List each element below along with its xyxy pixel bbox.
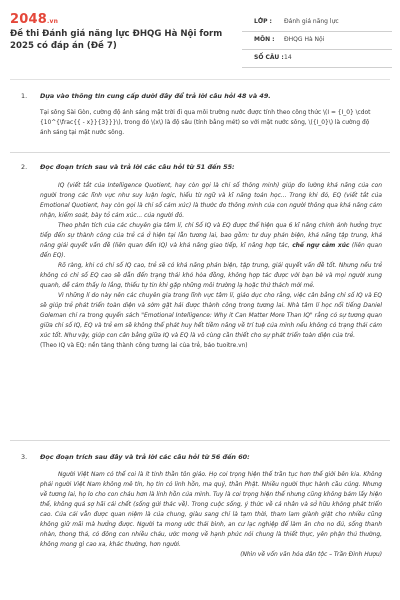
question-number: 1. <box>21 92 28 100</box>
meta-key: LỚP : <box>254 18 272 25</box>
passage-paragraph <box>40 221 382 261</box>
section-divider <box>10 152 390 153</box>
passage-source: (Theo IQ và EQ: nền tảng thành công tương lai của trẻ, báo tuoitre.vn) <box>40 343 248 349</box>
passage-source: (Nhìn về vốn văn hóa dân tộc – Trần Đình Hượu) <box>240 552 382 558</box>
document-title: Đề thi Đánh giá năng lực ĐHQG Hà Nội form 2025 có đáp án (Đề 7) <box>10 29 223 51</box>
question-heading: Đọc đoạn trích sau và trả lời các câu hỏi từ 51 đến 55: <box>40 163 235 171</box>
logo-tld: .vn <box>46 18 59 25</box>
passage <box>40 470 382 560</box>
passage-paragraph: Vì những lí do này nên các chuyên gia trong lĩnh vực tâm lí, giáo dục cho rằng, việc cân bằng chỉ số IQ và EQ sẽ giúp trẻ phát triển toàn diện và sớm gặt hái được thành công trong tương lai. Nhà tâm lí học nổi tiếng Daniel Goleman chỉ ra trong quyển sách "Emotional Intelligence: Why it Can Matter More Than IQ" rằng có sự tương quan giữa chỉ số IQ, EQ và trẻ em sẽ không thể phát huy hết tiềm năng về trí tuệ của mình nếu không có trạng thái cảm xúc tốt. Như vậy, giúp con cân bằng giữa IQ và EQ là vô cùng cần thiết cho sự phát triển toàn diện của trẻ. <box>40 293 382 339</box>
site-logo[interactable] <box>10 12 58 27</box>
meta-row-class <box>242 14 392 32</box>
question-heading: Đọc đoạn trích sau đây và trả lời các câu hỏi từ 56 đến 60: <box>40 453 250 461</box>
meta-table <box>242 14 392 68</box>
passage-text: Theo phân tích của các chuyên gia tâm lí, chỉ Số IQ và EQ được thể hiện qua 6 kĩ năng chính ảnh hưởng trực tiếp đến sự thành công của trẻ cả ở hiện tại lẫn tương lai, bao gồm: tư duy phản biện, khả năng tập trung, khả năng giải quyết vấn đề (liên quan đến IQ) và khả năng giao tiếp, kĩ năng hợp tác, <box>40 223 382 249</box>
question-heading: Dựa vào thông tin cung cấp dưới đây để trả lời câu hỏi 48 và 49. <box>40 92 271 100</box>
logo-text: 2048 <box>10 12 47 27</box>
meta-key: MÔN : <box>254 36 275 43</box>
passage-paragraph: Rõ ràng, khi có chỉ số IQ cao, trẻ sẽ có khả năng phản biện, tập trung, giải quyết vấn đề tốt. Nhưng nếu trẻ không có chỉ số EQ cao sẽ dẫn đến trạng thái khó hòa đồng, không hợp tác được với bạn bè và mọi người xung quanh, dễ cảm thấy lo lắng, thiếu tự tin khi gặp những môi trường lạ hoặc thử thách mới mẻ. <box>40 263 382 289</box>
question-number: 3. <box>21 453 28 461</box>
question-text: Tại sông Sài Gòn, cường độ ánh sáng mặt trời đi qua môi trường nước được tính theo công thức \(I = {I_0} \cdot {10^{\frac{{ - x}}{3}}}\), trong đó \(x\) là độ sâu (tính bằng mét) so với mặt nước sông, \({I_0}\) là cường độ ánh sáng tại mặt nước sông. <box>40 110 371 136</box>
question-body <box>40 108 382 138</box>
passage-paragraph: IQ (viết tắt của Intelligence Quotient, hay còn gọi là chỉ số thông minh) giúp đo lường khả năng của con người trong các lĩnh vực như suy luận logic, hiểu từ ngữ và kĩ năng toán học... Trong khi đó, EQ (viết tắt của Emotional Quotient, hay còn gọi là chỉ số cảm xúc) là thước đo thông minh của con người thông qua khả năng cảm nhận, kiểm soát, bày tỏ cảm xúc... của người đó. <box>40 183 382 219</box>
meta-value: 14 <box>284 54 292 61</box>
meta-value: ĐHQG Hà Nội <box>284 36 325 43</box>
section-divider <box>10 440 390 441</box>
meta-row-count <box>242 50 392 68</box>
question-number: 2. <box>21 163 28 171</box>
passage-paragraph: Người Việt Nam có thể coi là ít tinh thần tôn giáo. Họ coi trọng hiện thế trần tục hơn thế giới bên kia. Không phải người Việt Nam không mê tín, họ tin có linh hồn, ma quỷ, thần Phật. Nhiều người thực hành cầu cúng. Nhưng về tương lai, họ lo cho con cháu hơn là linh hồn của mình. Tuy là coi trọng hiện thế nhưng cũng không bám lấy hiện thế, không quá sợ hãi cái chết (sống gửi thác về). Trong cuộc sống, ý thức về cá nhân và sở hữu không phát triển cao. Của cải vẫn được quan niệm là của chung, giàu sang chỉ là tạm thời, tham lam giành giật cho nhiều cũng không giữ mãi mà hưởng được. Người ta mong ước thái bình, an cư lạc nghiệp để làm ăn cho no đủ, sống thanh nhàn, thong thả, có đông con nhiều cháu, ước mong về hạnh phúc nói chung là thiết thực, yên phận thủ thường, không mong gì cao xa, khác thường, hơn người. <box>40 472 382 548</box>
page-header <box>0 0 400 75</box>
meta-value: Đánh giá năng lực <box>284 18 339 25</box>
meta-key: SỐ CÂU : <box>254 54 284 61</box>
passage <box>40 181 382 351</box>
passage-bold-text: chế ngự cảm xúc <box>292 243 350 249</box>
passage-text: (liên quan đến EQ). <box>40 243 382 259</box>
header-divider <box>10 79 390 80</box>
meta-row-subject <box>242 32 392 50</box>
